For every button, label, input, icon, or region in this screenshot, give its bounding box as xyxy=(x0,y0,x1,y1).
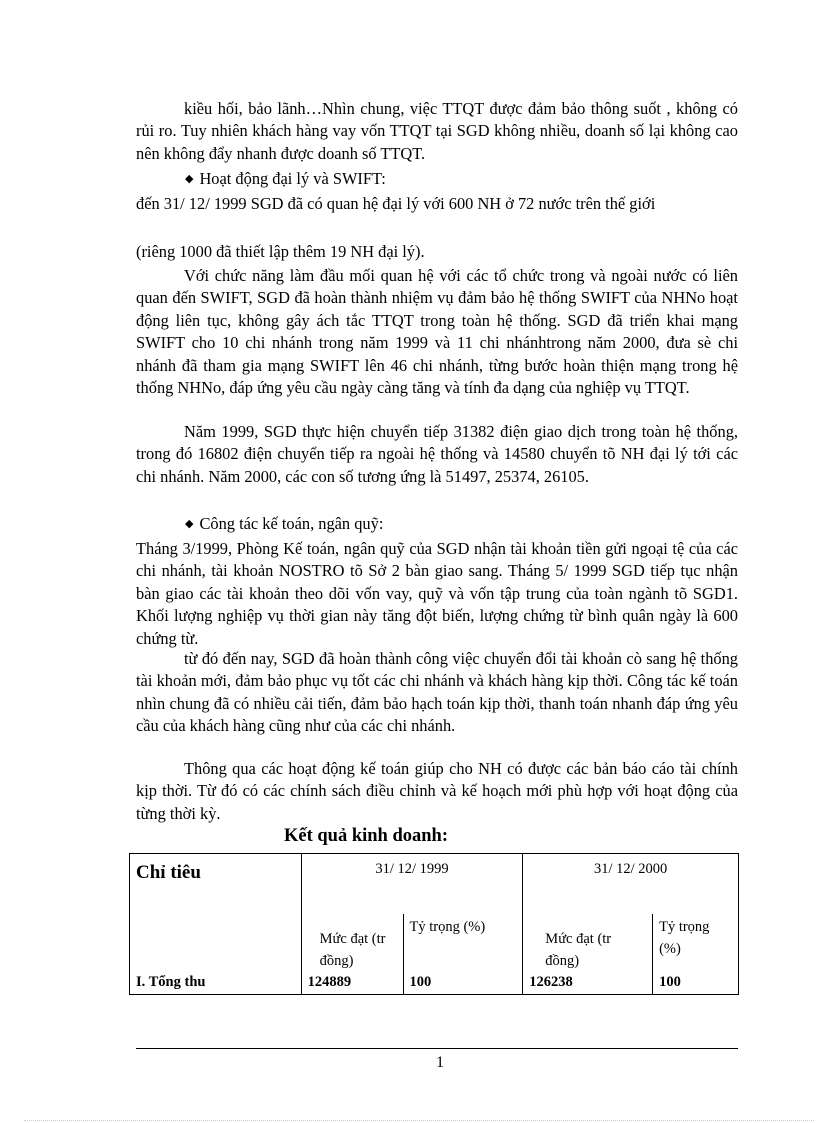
paragraph-financial-reports: Thông qua các hoạt động kế toán giúp cho NH có được các bản báo cáo tài chính kịp thời. Từ đó có các chính sách điều chỉnh và kế hoạch mới phù hợp với hoạt động của từng thời kỳ. xyxy=(136,759,738,823)
footer-divider xyxy=(136,1048,738,1049)
row-value-2000: 126238 xyxy=(523,972,653,995)
bullet-agency-swift xyxy=(185,168,386,190)
table-row xyxy=(130,972,739,995)
header-level-1999: Mức đạt (tr đồng) xyxy=(301,914,403,972)
header-year-2000: 31/ 12/ 2000 xyxy=(523,854,739,915)
paragraph-account-conversion: từ đó đến nay, SGD đã hoàn thành công việc chuyển đổi tài khoản cò sang hệ thống tài khoản mới, đảm bảo phục vụ tốt các chi nhánh và khách hàng kịp thời. Công tác kế toán nhìn chung đã có nhiều cải tiến, đảm bảo hạch toán kịp thời, thanh toán nhanh đáp ứng yêu cầu của khách hàng cũng như của các chi nhánh. xyxy=(136,649,738,736)
paragraph-swift-network: Với chức năng làm đầu mối quan hệ với các tổ chức trong và ngoài nước có liên quan đến SWIFT, SGD đã hoàn thành nhiệm vụ đảm bảo hệ thống SWIFT của NHNo hoạt động liên tục, không gây ách tắc TTQT trong toàn hệ thống. SGD đã triển khai mạng SWIFT cho 10 chi nhánh trong năm 1999 và 11 chi nhánhtrong năm 2000, đưa sè chi nhánh đã tham gia mạng SWIFT lên 46 chi nhánh, từng bước hoàn thiện mạng trong hệ thống NHNo, đáp ứng yêu cầu ngày càng tăng và tính đa dạng của nghiệp vụ TTQT. xyxy=(136,266,738,398)
diamond-bullet-icon: ◆ xyxy=(185,173,194,185)
page-number: 1 xyxy=(436,1054,444,1071)
paragraph-agency-note: (riêng 1000 đã thiết lập thêm 19 NH đại lý). xyxy=(136,242,425,261)
page-bottom-border xyxy=(24,1120,814,1121)
diamond-bullet-icon: ◆ xyxy=(185,518,194,530)
header-indicator: Chỉ tiêu xyxy=(130,854,302,915)
business-results-table xyxy=(129,853,739,995)
header-share-1999: Tỷ trọng (%) xyxy=(403,914,523,972)
row-share-1999: 100 xyxy=(403,972,523,995)
bullet-accounting xyxy=(185,513,383,535)
header-level-2000: Mức đạt (tr đồng) xyxy=(523,914,653,972)
row-value-1999: 124889 xyxy=(301,972,403,995)
paragraph-ttqt-summary: kiều hối, bảo lãnh…Nhìn chung, việc TTQT được đảm bảo thông suốt , không có rủi ro. Tuy nhiên khách hàng vay vốn TTQT tại SGD không nhiều, doanh số lại không cao nên không đẩy nhanh được doanh số TTQT. xyxy=(136,99,738,163)
header-share-2000: Tỷ trọng (%) xyxy=(653,914,739,972)
paragraph-accounting-1999: Tháng 3/1999, Phòng Kế toán, ngân quỹ của SGD nhận tài khoản tiền gửi ngoại tệ của các chi nhánh, tài khoản NOSTRO tõ Sở 2 bàn giao sang. Tháng 5/ 1999 SGD tiếp tục nhận bàn giao các tài khoản theo dõi vốn vay, quỹ và vốn tập trung của toàn ngành tõ SGD1. Khối lượng nghiệp vụ thời gian này tăng đột biến, lượng chứng từ bình quân ngày là 600 chứng từ. xyxy=(136,539,738,648)
bullet-accounting-label: Công tác kế toán, ngân quỹ: xyxy=(199,514,384,533)
bullet-agency-swift-label: Hoạt động đại lý và SWIFT: xyxy=(199,169,386,188)
row-share-2000: 100 xyxy=(653,972,739,995)
table-title: Kết quả kinh doanh: xyxy=(284,826,448,846)
row-label: I. Tổng thu xyxy=(130,972,302,995)
paragraph-swift-transfers: Năm 1999, SGD thực hiện chuyển tiếp 31382 điện giao dịch trong toàn hệ thống, trong đó 16802 điện chuyển tiếp ra ngoài hệ thống và 14580 chuyển tõ NH đại lý tới các chi nhánh. Năm 2000, các con số tương ứng là 51497, 25374, 26105. xyxy=(136,422,738,486)
header-blank xyxy=(130,914,302,972)
header-year-1999: 31/ 12/ 1999 xyxy=(301,854,523,915)
paragraph-agency-relations: đến 31/ 12/ 1999 SGD đã có quan hệ đại lý với 600 NH ở 72 nước trên thế giới xyxy=(136,194,656,213)
